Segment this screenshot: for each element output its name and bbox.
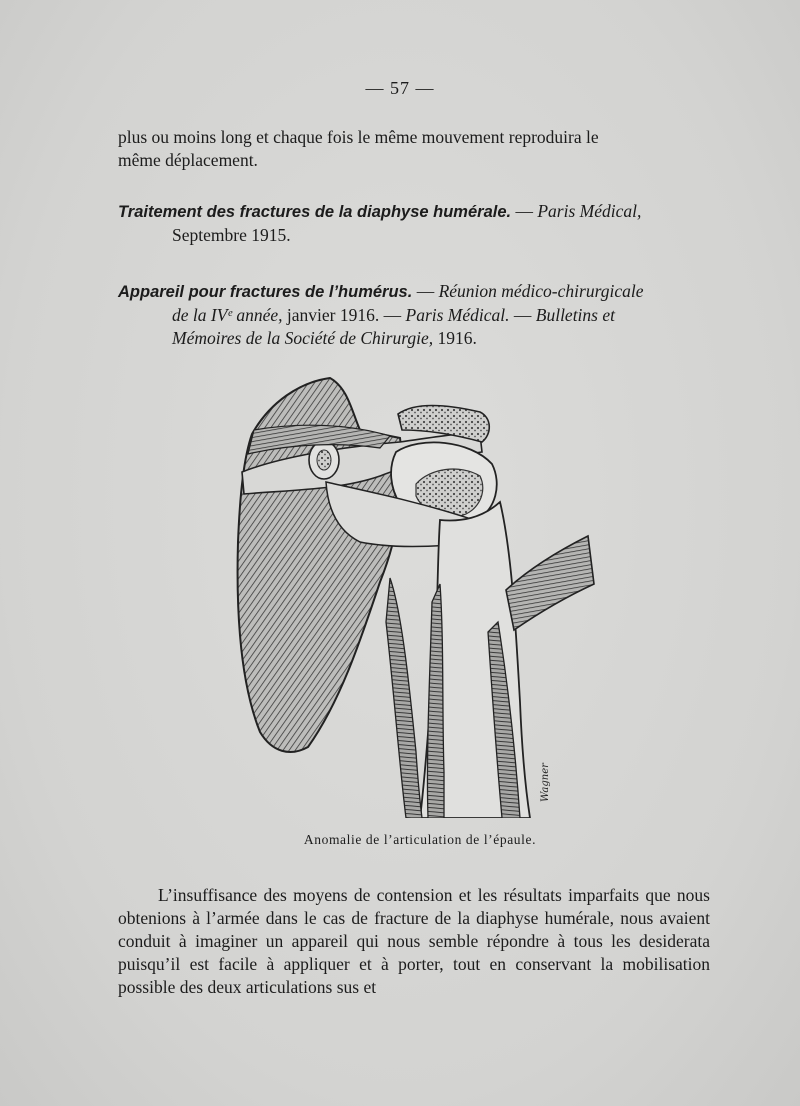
- intro-paragraph: [118, 126, 710, 172]
- reference-2-venue: Réunion médico-chirurgicale: [438, 281, 644, 301]
- pectoral-muscle: [506, 536, 594, 630]
- reference-2-bulletin: Bulletins et: [535, 305, 615, 325]
- reference-2-separator: —: [412, 281, 439, 301]
- reference-2-date: janvier 1916. —: [282, 305, 406, 325]
- artist-signature: Wagner: [540, 763, 551, 802]
- shoulder-anatomy-illustration: [230, 372, 600, 818]
- reference-1-date: Septembre 1915.: [172, 225, 291, 245]
- reference-1-title: Traitement des fractures de la diaphyse humérale.: [118, 203, 512, 221]
- reference-1-separator: —: [511, 201, 538, 221]
- reference-1: [118, 200, 712, 247]
- reference-2-title: Appareil pour fractures de l’humérus.: [118, 283, 413, 301]
- reference-1-journal: Paris Médical,: [537, 201, 642, 221]
- reference-2-journal: Paris Médical.: [405, 305, 510, 325]
- intro-line-2: même déplacement.: [118, 150, 258, 170]
- reference-2-continuation: [118, 304, 712, 350]
- biceps-muscle: [386, 578, 422, 818]
- page-number: — 57 —: [365, 78, 435, 98]
- reference-2-bulletin-2: Mémoires de la Société de Chirurgie,: [172, 328, 434, 348]
- reference-2-venue-2: de la IVᵉ année,: [172, 305, 283, 325]
- intro-line-1: plus ou moins long et chaque fois le même mouvement reproduira le: [118, 127, 599, 147]
- figure-caption: Anomalie de l’articulation de l’épaule.: [303, 832, 537, 847]
- triceps-muscle: [427, 584, 444, 818]
- closing-paragraph: L’insuffisance des moyens de contension et les résultats imparfaits que nous obtenions à l’armée dans le cas de fracture de la diaphyse humérale, nous avaient conduit à imaginer un appareil qui nous semble répondre à tous les desiderata puisqu’il est facile à appliquer et à porter, tout en conservant la mobilisation possible des deux articulations sus et: [118, 885, 710, 997]
- reference-2-year: 1916.: [433, 328, 477, 348]
- reference-2: [118, 280, 712, 350]
- reference-2-separator-2: —: [509, 305, 536, 325]
